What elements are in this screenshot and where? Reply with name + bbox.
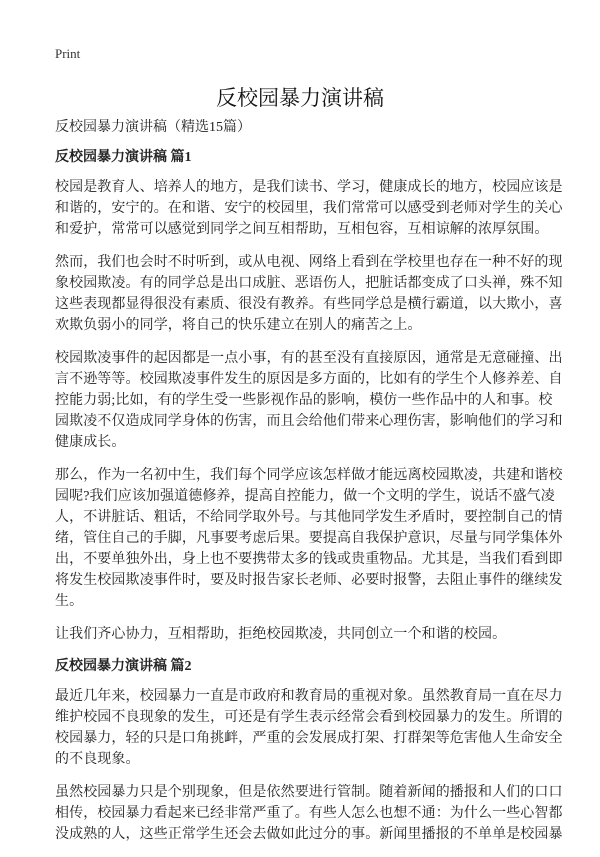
paragraph-line: 校园暴力，轻的只是口角挑衅，严重的会发展成打架、打群架等危害他人生命安全 bbox=[55, 731, 563, 746]
paragraph-line: 将发生校园欺凌事件时，要及时报告家长老师、必要时报警，去阻止事件的继续发 bbox=[55, 573, 563, 588]
paragraph-line: 园呢?我们应该加强道德修养，提高自控能力，做一个文明的学生，说话不盛气凌 bbox=[55, 489, 555, 504]
paragraph-line: 校园是教育人、培养人的地方，是我们读书、学习，健康成长的地方，校园应该是 bbox=[55, 180, 563, 195]
paragraph bbox=[55, 252, 563, 336]
paragraph-line: 最近几年来，校园暴力一直是市政府和教育局的重视对象。虽然教育局一直在尽力 bbox=[55, 689, 563, 704]
paragraph-line: 象校园欺凌。有的同学总是出口成脏、恶语伤人，把脏话都变成了口头禅，殊不知 bbox=[55, 276, 563, 291]
paragraph bbox=[55, 177, 563, 240]
paragraph-line: 维护校园不良现象的发生，可还是有学生表示经常会看到校园暴力的发生。所谓的 bbox=[55, 710, 563, 725]
paragraph-line: 健康成长。 bbox=[55, 435, 126, 450]
paragraph-line: 让我们齐心协力，互相帮助，拒绝校园欺凌，共同创立一个和谐的校园。 bbox=[55, 627, 507, 642]
paragraph bbox=[55, 782, 563, 845]
paragraph-line: 虽然校园暴力只是个别现象，但是依然要进行管制。随着新闻的播报和人们的口口 bbox=[55, 785, 563, 800]
paragraph-line: 校园欺凌事件的起因都是一点小事，有的甚至没有直接原因，通常是无意碰撞、出 bbox=[55, 351, 563, 366]
paragraph-line: 和谐的，安宁的。在和谐、安宁的校园里，我们常常可以感受到老师对学生的关心 bbox=[55, 201, 563, 216]
paragraph bbox=[55, 624, 555, 645]
paragraph-line: 控能力弱;比如，有的学生受一些影视作品的影响，模仿一些作品中的人和事。校 bbox=[55, 393, 553, 408]
paragraph-line: 和爱护，常常可以感觉到同学之间互相帮助，互相包容，互相谅解的浓厚氛围。 bbox=[55, 222, 549, 237]
paragraph-line: 绪，管住自己的手脚，凡事要考虑后果。要提高自我保护意识，尽量与同学集体外 bbox=[55, 531, 563, 546]
paragraph bbox=[55, 348, 563, 453]
paragraph-line: 人，不讲脏话、粗话，不给同学取外号。与其他同学发生矛盾时，要控制自己的情 bbox=[55, 510, 563, 525]
paragraph-line: 欢欺负弱小的同学，将自己的快乐建立在别人的痛苦之上。 bbox=[55, 318, 422, 333]
document-title: 反校园暴力演讲稿 bbox=[216, 86, 384, 110]
paragraph-line: 生。 bbox=[55, 594, 84, 609]
paragraph bbox=[55, 465, 563, 612]
paragraph-line: 没成熟的人，这些正常学生还会去做如此过分的事。新闻里播报的不单单是校园暴 bbox=[55, 827, 563, 842]
section-heading: 反校园暴力演讲稿 篇2 bbox=[55, 659, 192, 674]
paragraph-line: 的不良现象。 bbox=[55, 752, 140, 767]
document-body bbox=[55, 118, 563, 857]
document-subtitle: 反校园暴力演讲稿（精选15篇） bbox=[55, 120, 251, 135]
paragraph-line: 那么，作为一名初中生，我们每个同学应该怎样做才能远离校园欺凌，共建和谐校 bbox=[55, 468, 563, 483]
paragraph-line: 言不逊等等。校园欺凌事件发生的原因是多方面的，比如有的学生个人修养差、自 bbox=[55, 372, 563, 387]
paragraph-line: 园欺凌不仅造成同学身体的伤害，而且会给他们带来心理伤害，影响他们的学习和 bbox=[55, 414, 563, 429]
paragraph-line: 出，不要单独外出，身上也不要携带太多的钱或贵重物品。尤其是，当我们看到即 bbox=[55, 552, 563, 567]
section-heading: 反校园暴力演讲稿 篇1 bbox=[55, 150, 192, 165]
print-link[interactable]: Print bbox=[55, 46, 81, 61]
paragraph-line: 相传，校园暴力看起来已经非常严重了。有些人怎么也想不通：为什么一些心智都 bbox=[55, 806, 563, 821]
paragraph-line: 然而，我们也会时不时听到，或从电视、网络上看到在学校里也存在一种不好的现 bbox=[55, 255, 563, 270]
paragraph bbox=[55, 686, 563, 770]
paragraph-line: 这些表现都显得很没有素质、很没有教养。有些同学总是横行霸道，以大欺小，喜 bbox=[55, 297, 563, 312]
